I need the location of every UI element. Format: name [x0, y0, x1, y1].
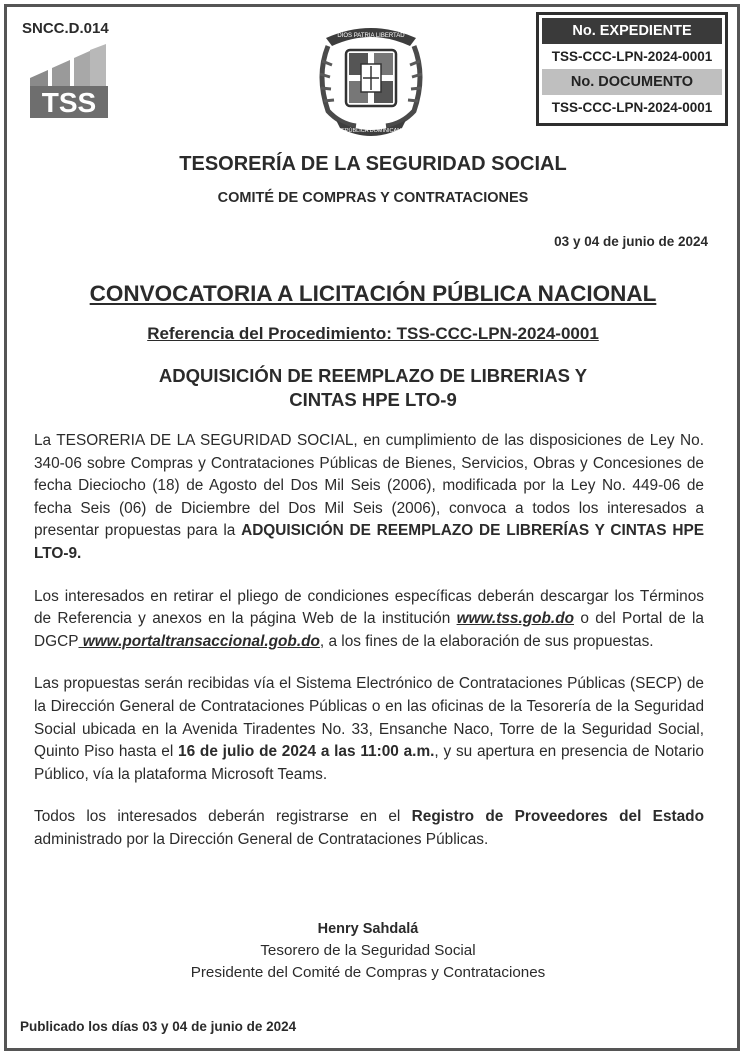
seal-motto: DIOS PATRIA LIBERTAD: [337, 33, 405, 39]
paragraph-text: La TESORERIA DE LA SEGURIDAD SOCIAL, en cumplimiento de las disposiciones de Ley No. 340-06 sobre Compras y Contrataciones Públicas de Bienes, Servicios, Obras y Concesiones de fecha Dieciocho (18) de Agosto del Dos Mil Seis (2006), modificada por la Ley No. 449-06 de fecha Seis (06) de Diciembre del Dos Mil Seis (2006), convoca a todos los interesados a presentar propuestas para la: [34, 432, 704, 540]
tss-website-link[interactable]: www.tss.gob.do: [456, 610, 574, 628]
paragraph-text: Los interesados en retirar el pliego de condiciones específicas deberán descargar los Términos de Referencia y anexos en la página Web de la institución: [34, 587, 704, 628]
registry-bold: Registro de Proveedores del Estado: [411, 808, 704, 826]
subject-line-1: ADQUISICIÓN DE REEMPLAZO DE LIBRERIAS Y: [158, 365, 588, 386]
signer-name: Henry Sahdalá: [317, 921, 419, 937]
paragraph-download: [34, 586, 704, 654]
notice-date: 03 y 04 de junio de 2024: [554, 234, 708, 249]
seal-country: REPÚBLICA DOMINICANA: [337, 128, 405, 134]
paragraph-text: Todos los interesados deberán registrarse en el: [34, 808, 412, 826]
paragraph-registration: [34, 806, 704, 851]
committee-name: COMITÉ DE COMPRAS Y CONTRATACIONES: [217, 190, 529, 206]
paragraph-convocation: [34, 430, 704, 566]
procurement-subject: [0, 364, 746, 412]
paragraph-text: Las propuestas serán recibidas vía el Sistema Electrónico de Contrataciones Públicas (SECP) de la Dirección General de Contrataciones Públicas o en las oficinas de la Tesorería de la Seguridad Social ubicada en la Avenida Tiradentes No. 33, Ensanche Naco, Torre de la Seguridad Social, Quinto Piso hasta el: [34, 675, 704, 761]
expediente-label: No. EXPEDIENTE: [542, 18, 722, 44]
file-number-box: [536, 12, 728, 126]
documento-label: No. DOCUMENTO: [542, 69, 722, 95]
logo-text: TSS: [41, 87, 97, 118]
subject-line-2: CINTAS HPE LTO-9: [289, 389, 457, 410]
procedure-reference: Referencia del Procedimiento: TSS-CCC-LPN-2024-0001: [147, 324, 599, 343]
signature-block: [0, 918, 736, 984]
signer-title-1: Tesorero de la Seguridad Social: [260, 942, 476, 959]
expediente-value: TSS-CCC-LPN-2024-0001: [551, 48, 713, 64]
paragraph-text: , y su apertura en presencia de Notario Público, vía la plataforma Microsoft Teams.: [34, 743, 704, 783]
form-code: SNCC.D.014: [22, 20, 109, 37]
dgcp-portal-link[interactable]: www.portaltransaccional.gob.do: [78, 632, 320, 650]
deadline-bold: 16 de julio de 2024 a las 11:00 a.m.: [178, 743, 435, 761]
organization-name: TESORERÍA DE LA SEGURIDAD SOCIAL: [179, 153, 567, 175]
notice-body: [34, 430, 704, 872]
publication-note: Publicado los días 03 y 04 de junio de 2024: [20, 1019, 297, 1034]
paragraph-text: o del Portal de la DGCP: [34, 610, 704, 650]
paragraph-submission: [34, 673, 704, 786]
procurement-name-bold: ADQUISICIÓN DE REEMPLAZO DE LIBRERÍAS Y CINTAS HPE LTO-9.: [34, 522, 704, 562]
documento-value: TSS-CCC-LPN-2024-0001: [551, 99, 713, 115]
coat-of-arms-seal: [306, 16, 436, 140]
paragraph-text: administrado por la Dirección General de Contrataciones Públicas.: [34, 830, 489, 848]
signer-title-2: Presidente del Comité de Compras y Contrataciones: [190, 964, 546, 981]
main-title: CONVOCATORIA A LICITACIÓN PÚBLICA NACIONAL: [89, 281, 657, 306]
paragraph-text: , a los fines de la elaboración de sus propuestas.: [319, 632, 654, 650]
tss-logo: [30, 44, 108, 118]
